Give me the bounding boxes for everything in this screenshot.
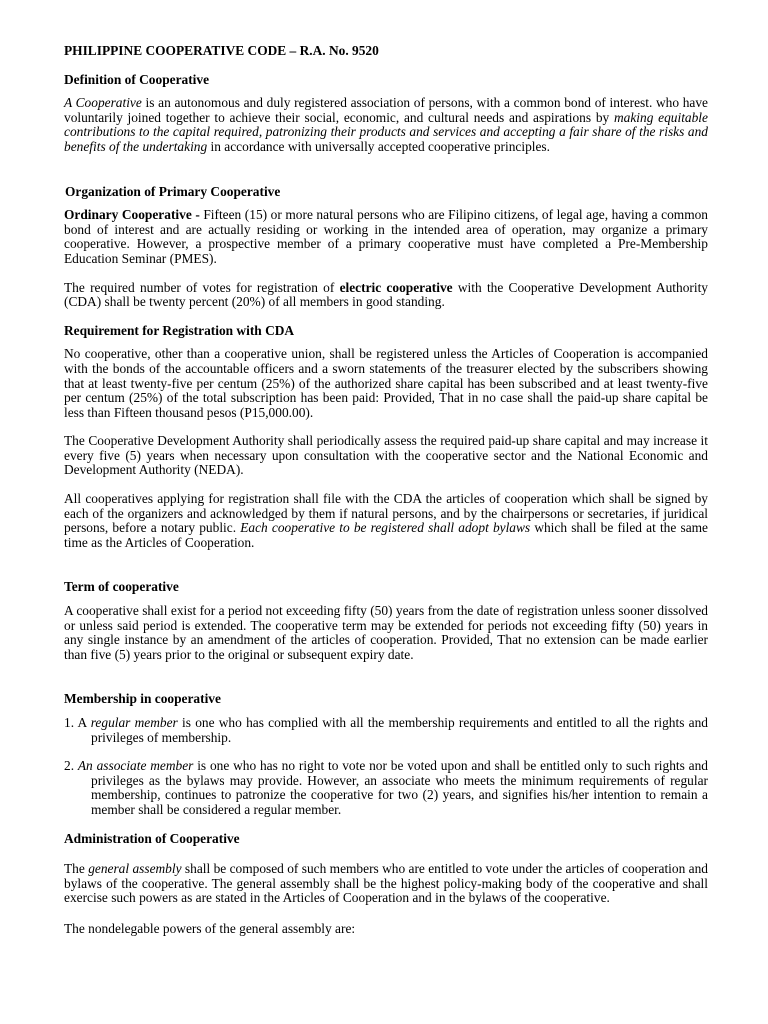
membership-item-regular: 1. A regular member is one who has complied with all the membership requirements and entitled to all the rights and privileges of membership. bbox=[64, 715, 708, 745]
heading-registration: Requirement for Registration with CDA bbox=[64, 322, 295, 338]
paragraph-term: A cooperative shall exist for a period not exceeding fifty (50) years from the date of registration unless sooner dissolved or unless said period is extended. The cooperative term may be extended for periods not exceeding fifty (50) years in any single instance by an amendment of the articles of cooperation. Provided, That no extension can be made earlier than five (5) years prior to the original or subsequent expiry date. bbox=[64, 603, 708, 662]
paragraph-nondelegable-powers: The nondelegable powers of the general assembly are: bbox=[64, 920, 356, 936]
heading-membership: Membership in cooperative bbox=[64, 691, 221, 707]
paragraph-electric-cooperative: The required number of votes for registration of electric cooperative with the Cooperative Development Authority (CDA) shall be twenty percent (20%) of all members in good standing. bbox=[64, 279, 708, 310]
heading-definition: Definition of Cooperative bbox=[64, 71, 210, 87]
paragraph-definition: A Cooperative is an autonomous and duly registered association of persons, with a common bond of interest. who have voluntarily joined together to achieve their social, economic, and cultural needs and aspirations by making equitable contributions to the capital required, patronizing their products and services and accepting a fair share of the risks and benefits of the undertaking in accordance with universally accepted cooperative principles. bbox=[64, 95, 709, 154]
document-title: PHILIPPINE COOPERATIVE CODE – R.A. No. 9520 bbox=[64, 43, 379, 58]
heading-organization: Organization of Primary Cooperative bbox=[65, 183, 281, 199]
document-page bbox=[64, 44, 708, 937]
membership-item-associate: 2. An associate member is one who has no right to vote nor be voted upon and shall be entitled only to such rights and privileges as the bylaws may provide. However, an associate who meets the minimum requirements of regular membership, continues to patronize the cooperative for two (2) years, and signifies his/her intention to remain a member shall be considered a regular member. bbox=[64, 758, 709, 817]
paragraph-ordinary-cooperative: Ordinary Cooperative - Fifteen (15) or more natural persons who are Filipino citizens, of legal age, having a common bond of interest and are actually residing or working in the intended area of operation, may organize a primary cooperative. However, a prospective member of a primary cooperative must have completed a Pre-Membership Education Seminar (PMES). bbox=[64, 207, 708, 266]
term-cooperative: A Cooperative bbox=[64, 95, 142, 111]
paragraph-registration-2: The Cooperative Development Authority shall periodically assess the required paid-up share capital and may increase it every five (5) years when necessary upon consultation with the cooperative sector and the National Economic and Development Authority (NEDA). bbox=[64, 433, 708, 478]
paragraph-general-assembly: The general assembly shall be composed of such members who are entitled to vote under the articles of cooperation and bylaws of the cooperative. The general assembly shall be the highest policy-making body of the cooperative and shall exercise such powers as are stated in the Articles of Cooperation and in the bylaws of the cooperative. bbox=[64, 861, 708, 906]
heading-administration: Administration of Cooperative bbox=[64, 830, 240, 846]
paragraph-registration-1: No cooperative, other than a cooperative union, shall be registered unless the Articles of Cooperation is accompanied with the bonds of the accountable officers and a sworn statements of the treasurer elected by the subscribers showing that at least twenty-five per centum (25%) of the authorized share capital has been subscribed and at least twenty-five per centum (25%) of the total subscription has been paid: Provided, That in no case shall the paid-up share capital be less than Fifteen thousand pesos (P15,000.00). bbox=[64, 346, 708, 420]
paragraph-registration-3: All cooperatives applying for registration shall file with the CDA the articles of cooperation which shall be signed by each of the organizers and acknowledged by them if natural persons, and by the chairpersons or secretaries, if juridical persons, before a notary public. Each cooperative to be registered shall adopt bylaws which shall be filed at the same time as the Articles of Cooperation. bbox=[64, 491, 708, 550]
heading-term: Term of cooperative bbox=[64, 579, 179, 595]
